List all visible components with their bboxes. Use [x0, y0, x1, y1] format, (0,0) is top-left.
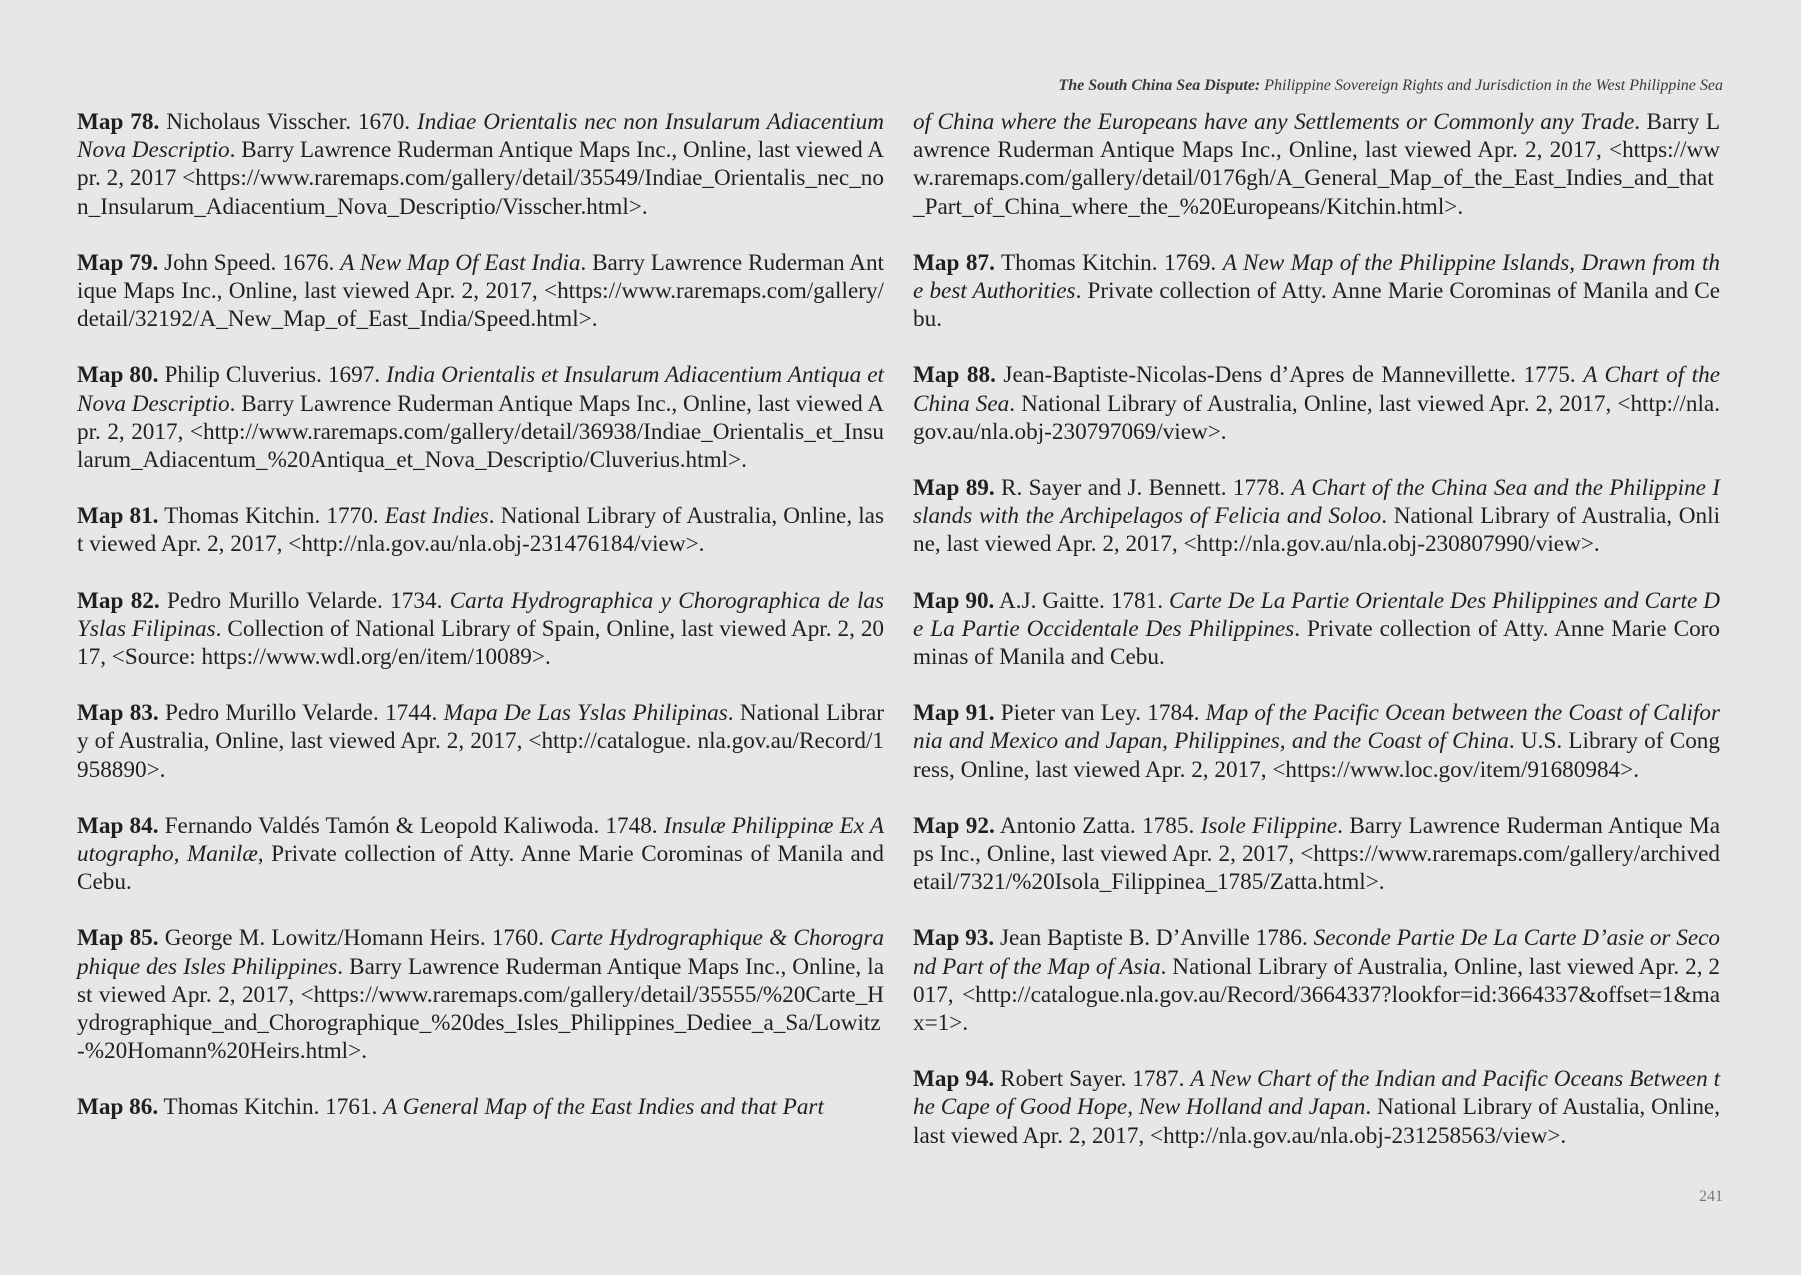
entry-label: Map 80.	[77, 362, 159, 389]
map-entry-86	[77, 1093, 884, 1121]
map-entry-87	[913, 249, 1720, 334]
map-entry-83	[77, 699, 884, 784]
map-entry-88	[913, 361, 1720, 446]
entry-author: Jean Baptiste B. D’Anville 1786.	[994, 925, 1314, 952]
entry-source: . National Library of Australia, Online, last viewed Apr. 2, 2017, <http://nla.gov.au/nla.obj-231476184/view>.	[77, 503, 884, 558]
map-entry-81	[77, 502, 884, 558]
entry-label: Map 92.	[913, 812, 995, 839]
entry-title: A New Map of the Philippine Islands, Drawn from the best Authorities	[913, 249, 1720, 305]
map-entry-90	[913, 587, 1720, 672]
entry-label: Map 90.	[913, 587, 995, 614]
entry-source: . National Library of Australia, Online, last viewed Apr. 2, 2017, <http://catalogue.nla.gov.au/Record/3664337?lookfor=id:3664337&offset=1&max=1>.	[913, 953, 1721, 1037]
entry-author: Fernando Valdés Tamón & Leopold Kaliwoda. 1748.	[158, 812, 664, 839]
page-number: 241	[1699, 1188, 1723, 1205]
entry-author: A.J. Gaitte. 1781.	[994, 587, 1169, 614]
map-entry-78	[77, 108, 884, 221]
entry-title: Carte Hydrographique & Chorographique des Isles Philippines	[77, 925, 885, 980]
right-column	[913, 108, 1720, 1178]
map-entry-92	[913, 812, 1720, 897]
entry-source: . Private collection of Atty. Anne Marie Corominas of Manila and Cebu.	[913, 615, 1720, 671]
map-entry-80	[77, 361, 884, 474]
entry-title: Isole Filippine	[1200, 812, 1338, 839]
entry-title: Carte De La Partie Orientale Des Philippines and Carte De La Partie Occidentale Des Philippines	[913, 587, 1720, 642]
entry-title: India Orientalis et Insularum Adiacentium Antiqua et Nova Descriptio	[77, 362, 884, 417]
entry-author: George M. Lowitz/Homann Heirs. 1760.	[158, 925, 551, 952]
entry-title: A Chart of the China Sea	[913, 362, 1721, 417]
entry-label: Map 88.	[913, 362, 996, 389]
entry-author: John Speed. 1676.	[158, 249, 341, 276]
map-entry-91	[913, 699, 1720, 784]
entry-source: . Private collection of Atty. Anne Marie Corominas of Manila and Cebu.	[913, 278, 1720, 333]
entry-source: . Barry Lawrence Ruderman Antique Maps Inc., Online, last viewed Apr. 2, 2017 <https://www.raremaps.com/gallery/detail/35549/Indiae_Orientalis_nec_non_Insularum_Adiacentium_Nova_Descriptio/Visscher.html>.	[77, 137, 884, 220]
entry-source: . Barry Lawrence Ruderman Antique Maps Inc., Online, last viewed Apr. 2, 2017, <https://www.raremaps.com/gallery/detail/35555/%20Carte_Hydrographique_and_Chorographique_%20des_Isles_Philippines_Dediee_a_Sa/Lowitz-%20Homann%20Heirs.html>.	[77, 953, 884, 1065]
map-entry-86-continued	[913, 108, 1720, 221]
map-entry-85	[77, 924, 884, 1065]
entry-author: Pieter van Ley. 1784.	[994, 700, 1206, 727]
entry-title: A New Chart of the Indian and Pacific Oceans Between the Cape of Good Hope, New Holland and Japan	[913, 1066, 1721, 1121]
entry-title: Indiae Orientalis nec non Insularum Adiacentium Nova Descriptio	[77, 109, 885, 164]
entry-label: Map 84.	[77, 812, 159, 839]
entry-label: Map 78.	[77, 109, 160, 135]
entry-label: Map 79.	[77, 249, 159, 276]
entry-author: R. Sayer and J. Bennett. 1778.	[994, 475, 1292, 502]
entry-label: Map 87.	[913, 249, 995, 276]
entry-label: Map 85.	[77, 925, 159, 952]
entry-author: Jean-Baptiste-Nicolas-Dens d’Apres de Mannevillette. 1775.	[995, 362, 1584, 389]
entry-label: Map 89.	[913, 475, 995, 502]
entry-title: Carta Hydrographica y Chorographica de las Yslas Filipinas	[77, 587, 884, 642]
entry-author: Robert Sayer. 1787.	[994, 1066, 1191, 1093]
entry-author: Philip Cluverius. 1697.	[158, 362, 387, 389]
entry-source: . Barry Lawrence Ruderman Antique Maps Inc., Online, last viewed Apr. 2, 2017, <https://www.raremaps.com/gallery/detail/0176gh/A_General_Map_of_the_East_Indies_and_that_Part_of_China_where_the_%20Europeans/Kitchin.html>.	[913, 109, 1720, 220]
entry-source: , Private collection of Atty. Anne Marie Corominas of Manila and Cebu.	[77, 841, 884, 896]
entry-label: Map 86.	[77, 1094, 159, 1121]
entry-title: Insulæ Philippinæ Ex Autographo, Manilæ	[77, 812, 884, 868]
map-entry-89	[913, 474, 1720, 559]
entry-author: Thomas Kitchin. 1769.	[994, 249, 1223, 276]
entry-author: Pedro Murillo Velarde. 1734.	[159, 587, 450, 614]
left-column	[77, 108, 884, 1150]
entry-author: Nicholaus Visscher. 1670.	[159, 109, 418, 135]
map-entry-84	[77, 812, 884, 897]
entry-title: A New Map Of East India	[340, 249, 581, 276]
entry-title: East Indies	[384, 503, 489, 530]
entry-source: . Barry Lawrence Ruderman Antique Maps Inc., Online, last viewed Apr. 2, 2017, <https://www.raremaps.com/gallery/detail/32192/A_New_Map_of_East_India/Speed.html>.	[77, 249, 885, 333]
entry-title: Map of the Pacific Ocean between the Coast of California and Mexico and Japan, Philippines, and the Coast of China	[913, 700, 1720, 755]
entry-author: Antonio Zatta. 1785.	[994, 812, 1201, 839]
entry-author: Thomas Kitchin. 1761.	[158, 1094, 384, 1121]
entry-source: . U.S. Library of Congress, Online, last viewed Apr. 2, 2017, <https://www.loc.gov/item/91680984>.	[913, 728, 1720, 783]
entry-title: A Chart of the China Sea and the Philippine Islands with the Archipelagos of Felicia and Soloo	[913, 475, 1721, 530]
entry-title: A General Map of the East Indies and that Part	[383, 1094, 824, 1121]
entry-title: Seconde Partie De La Carte D’asie or Second Part of the Map of Asia	[913, 925, 1721, 980]
map-entry-79	[77, 249, 884, 334]
entry-source: . Collection of National Library of Spain, Online, last viewed Apr. 2, 2017, <Source: https://www.wdl.org/en/item/10089>.	[77, 615, 885, 671]
map-entry-93	[913, 924, 1720, 1037]
entry-label: Map 83.	[77, 700, 159, 727]
entry-source: . Barry Lawrence Ruderman Antique Maps Inc., Online, last viewed Apr. 2, 2017, <https://www.raremaps.com/gallery/archivedetail/7321/%20Isola_Filippinea_1785/Zatta.html>.	[913, 812, 1721, 896]
entry-author: Pedro Murillo Velarde. 1744.	[158, 700, 444, 727]
entry-title: of China where the Europeans have any Settlements or Commonly any Trade	[913, 109, 1635, 135]
running-header-subtitle: Philippine Sovereign Rights and Jurisdiction in the West Philippine Sea	[1260, 77, 1723, 94]
entry-label: Map 93.	[913, 925, 995, 952]
entry-label: Map 94.	[913, 1066, 995, 1093]
entry-source: . National Library of Australia, Online, last viewed Apr. 2, 2017, <http://catalogue. nla.gov.au/Record/1958890>.	[77, 700, 885, 783]
entry-label: Map 91.	[913, 700, 995, 727]
entry-label: Map 81.	[77, 503, 159, 530]
map-entry-82	[77, 587, 884, 672]
running-header	[1058, 77, 1723, 95]
entry-source: . Barry Lawrence Ruderman Antique Maps Inc., Online, last viewed Apr. 2, 2017, <http://www.raremaps.com/gallery/detail/36938/Indiae_Orientalis_et_Insularum_Adiacentum_%20Antiqua_et_Nova_Descriptio/Cluverius.html>.	[77, 390, 884, 474]
map-entry-94	[913, 1065, 1720, 1150]
entry-source: . National Library of Australia, Online, last viewed Apr. 2, 2017, <http://nla.gov.au/nla.obj-230807990/view>.	[913, 503, 1721, 558]
entry-source: . National Library of Austalia, Online, last viewed Apr. 2, 2017, <http://nla.gov.au/nla.obj-231258563/view>.	[913, 1094, 1720, 1149]
entry-title: Mapa De Las Yslas Philipinas	[443, 700, 728, 727]
entry-author: Thomas Kitchin. 1770.	[158, 503, 385, 530]
entry-label: Map 82.	[77, 587, 160, 614]
running-header-title: The South China Sea Dispute:	[1058, 77, 1261, 94]
entry-source: . National Library of Australia, Online, last viewed Apr. 2, 2017, <http://nla.gov.au/nla.obj-230797069/view>.	[913, 390, 1720, 445]
